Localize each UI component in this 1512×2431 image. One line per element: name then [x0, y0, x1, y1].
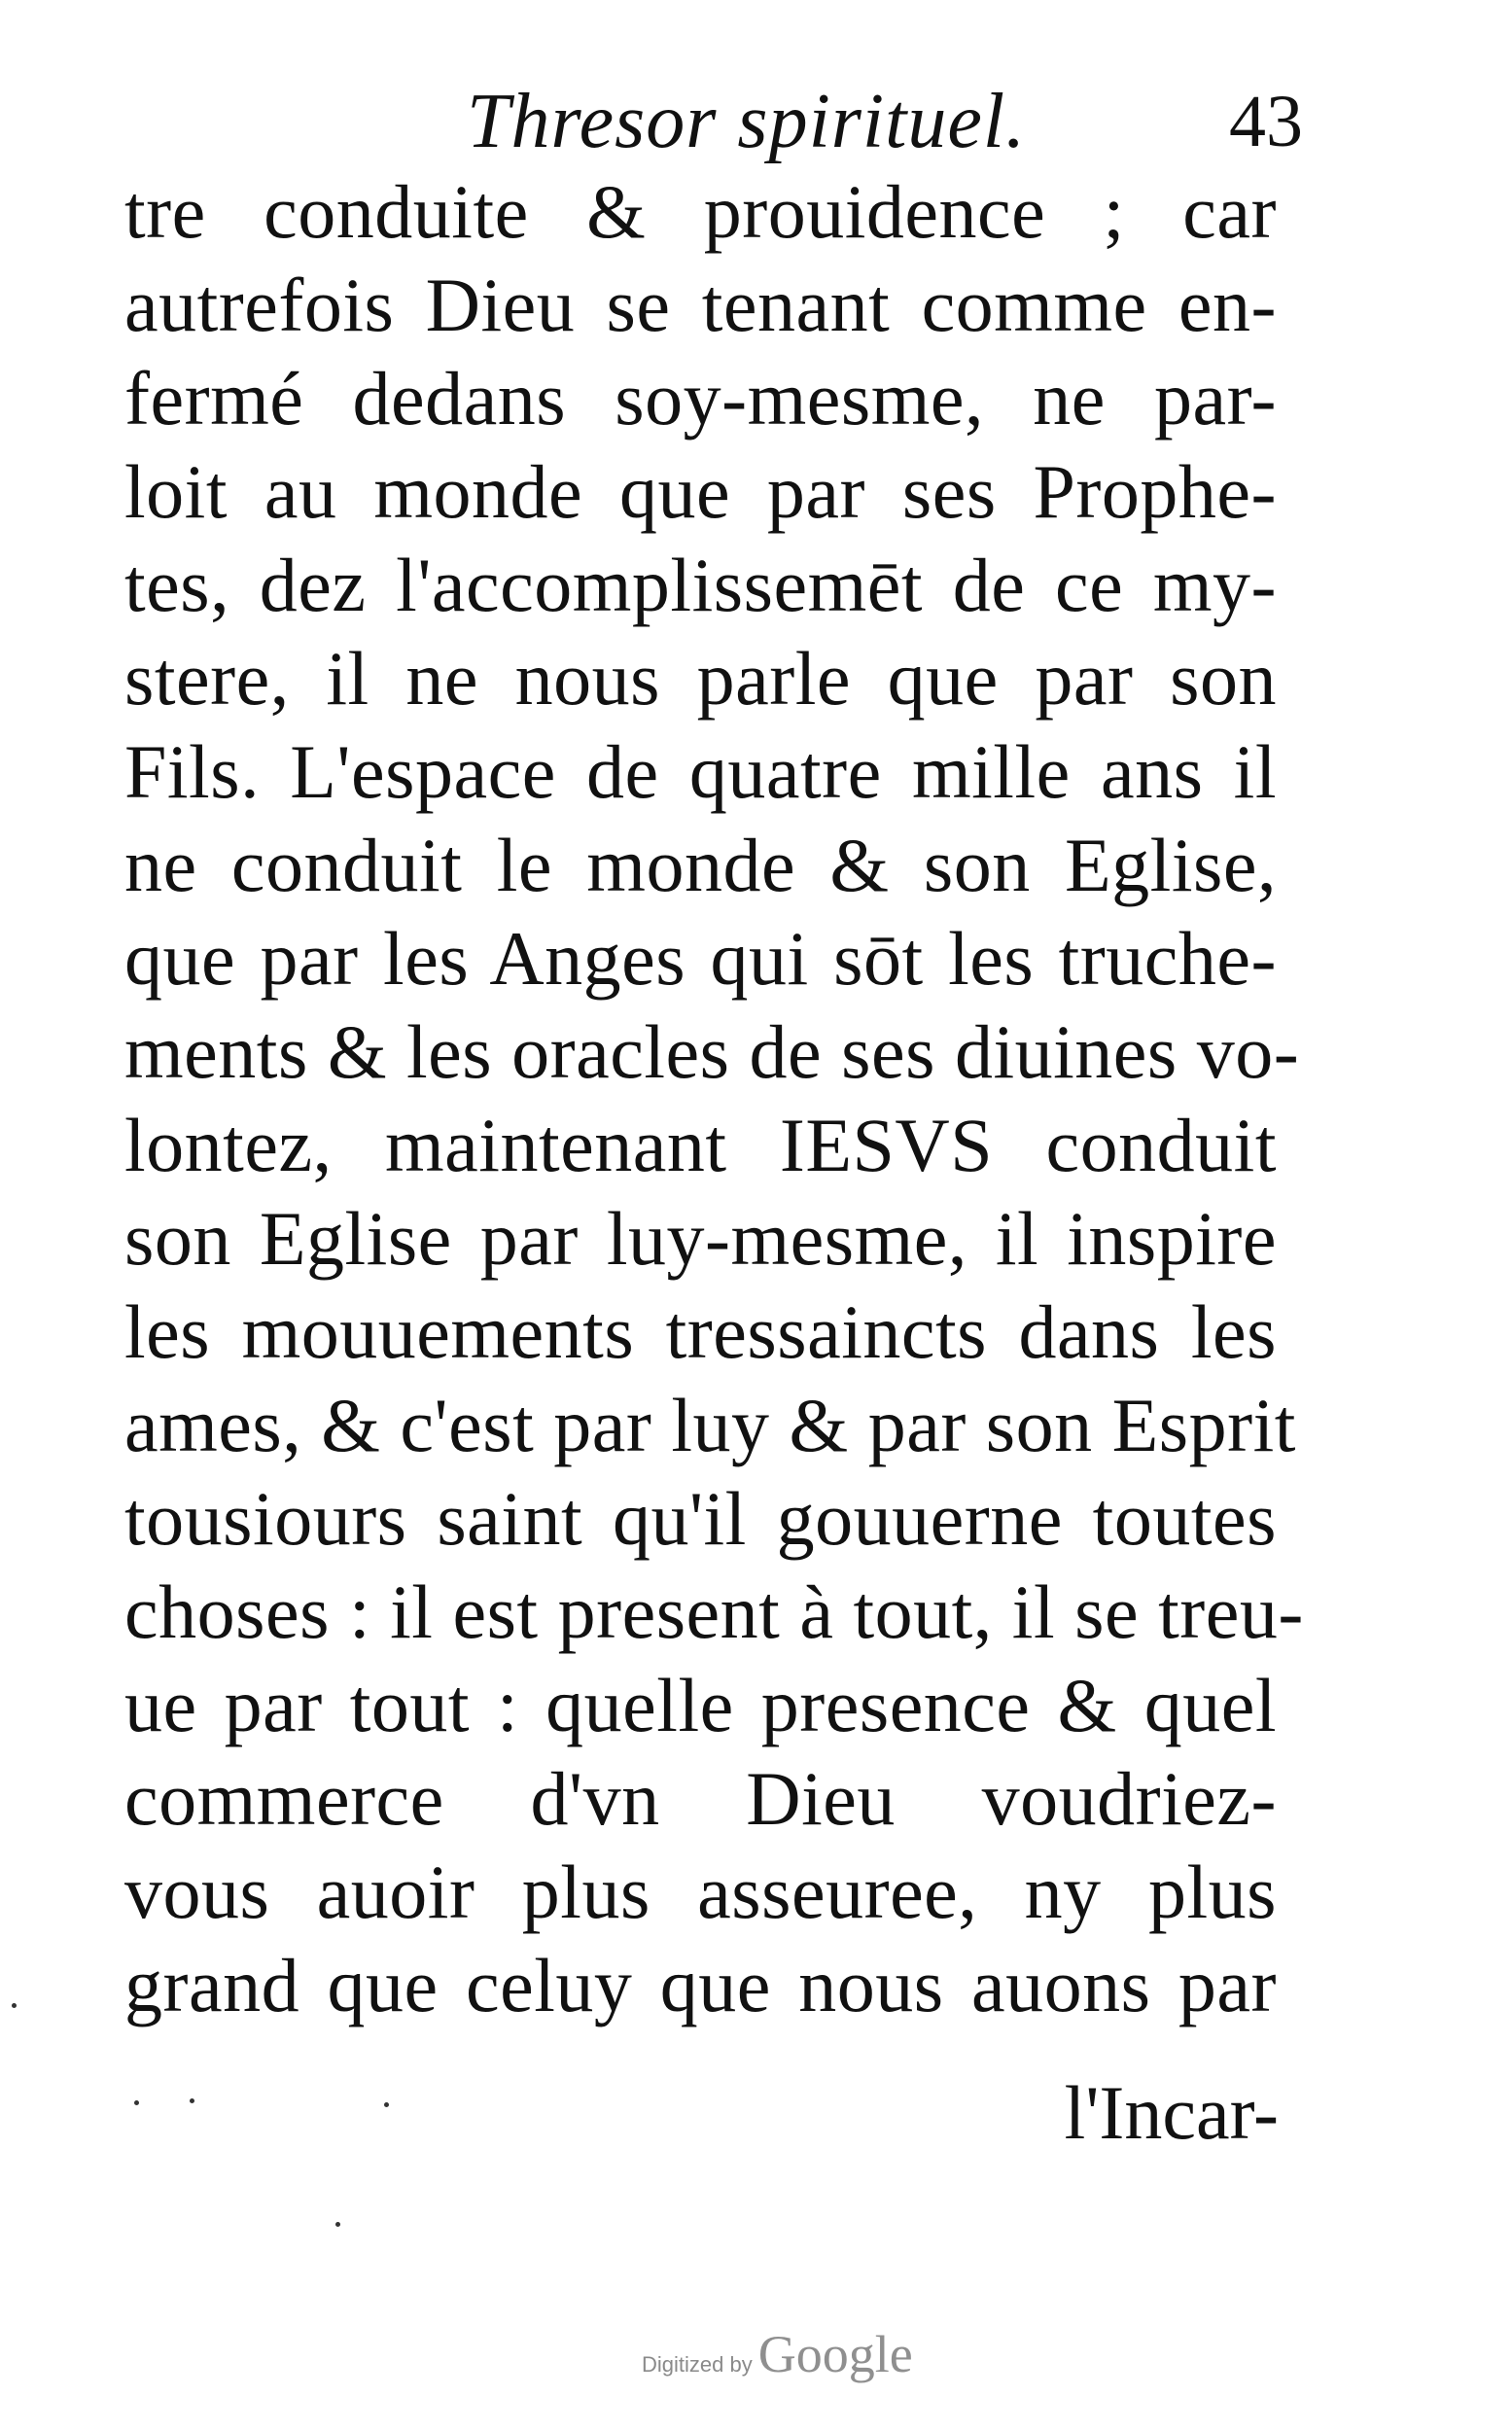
text-line: ments & les oracles de ses diuines vo-: [124, 1009, 1300, 1094]
text-line: ames, & c'est par luy & par son Esprit: [124, 1383, 1296, 1467]
running-title: Thresor spirituel.: [467, 79, 1027, 164]
ink-speck: [12, 2003, 17, 2008]
text-line: tes, dez l'accomplissemēt de ce my-: [124, 543, 1277, 627]
text-line: Fils. L'espace de quatre mille ans il: [124, 729, 1277, 814]
page-number: 43: [1229, 81, 1303, 162]
text-line: lontez, maintenant IESVS conduit: [124, 1103, 1277, 1187]
text-line: les mouuements tressaincts dans les: [124, 1289, 1277, 1374]
text-line: fermé dedans soy-mesme, ne par-: [124, 356, 1277, 440]
text-line: stere, il ne nous parle que par son: [124, 636, 1277, 721]
text-line: grand que celuy que nous auons par: [124, 1943, 1277, 2027]
text-line: son Eglise par luy-mesme, il inspire: [124, 1196, 1277, 1281]
text-line: choses : il est present à tout, il se treu-: [124, 1569, 1304, 1654]
text-line: tre conduite & prouidence ; car: [124, 169, 1277, 254]
page-header: [467, 73, 1303, 180]
ink-speck: [134, 2100, 139, 2105]
ink-speck: [190, 2098, 194, 2103]
ink-speck: [384, 2102, 389, 2107]
digitization-watermark: [642, 2324, 913, 2392]
ink-speck: [335, 2222, 340, 2227]
google-logo: Google: [757, 2325, 913, 2383]
digitized-by-label: Digitized by: [642, 2352, 753, 2377]
text-line: ue par tout : quelle presence & quel: [124, 1663, 1277, 1747]
text-line: vous auoir plus asseuree, ny plus: [124, 1850, 1277, 1934]
text-line: commerce d'vn Dieu voudriez-: [124, 1756, 1277, 1841]
text-line: autrefois Dieu se tenant comme en-: [124, 263, 1277, 347]
body-text: [124, 165, 1304, 2032]
text-line: ne conduit le monde & son Eglise,: [124, 823, 1277, 907]
text-line: que par les Anges qui sōt les truche-: [124, 916, 1277, 1001]
catchword: l'Incar-: [1064, 2070, 1279, 2155]
text-line: tousiours saint qu'il gouuerne toutes: [124, 1476, 1277, 1561]
text-line: loit au monde que par ses Prophe-: [124, 449, 1277, 534]
